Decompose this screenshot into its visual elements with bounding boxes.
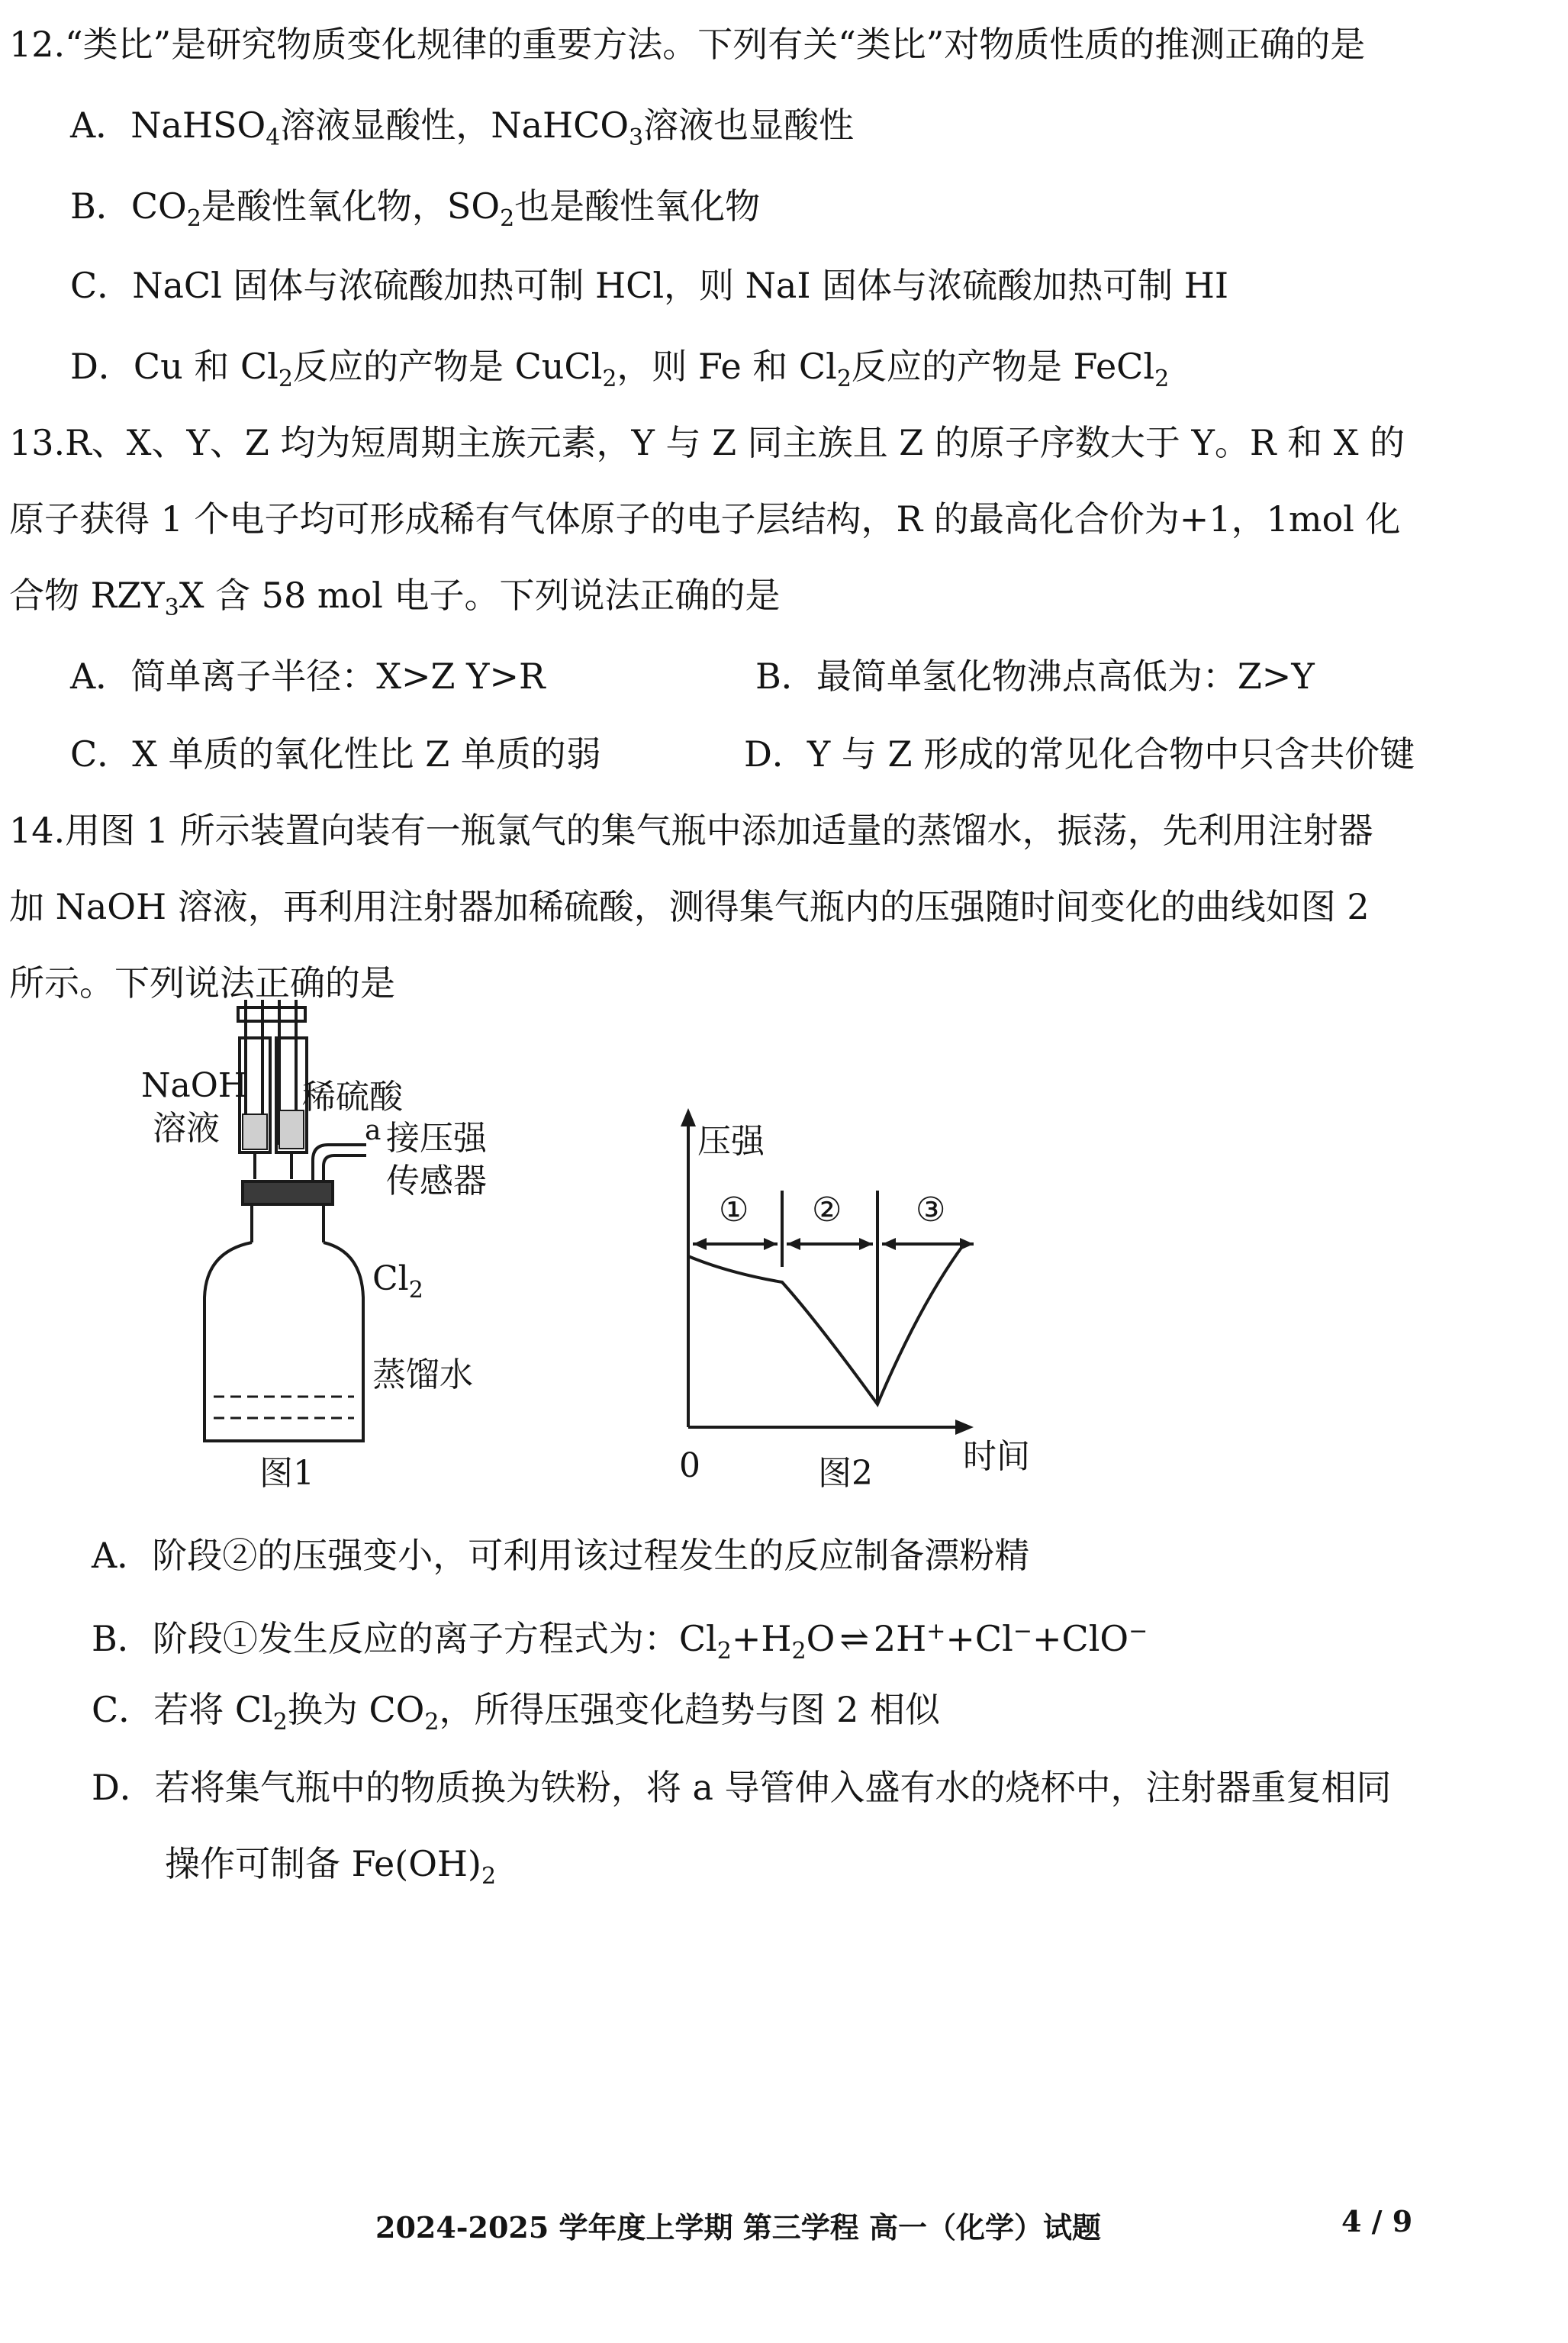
label-naoh-solution-2: 溶液	[153, 1109, 220, 1148]
label-naoh-solution: NaOH	[141, 1066, 248, 1105]
q12-option-d: D．Cu 和 $Cl_2$反应的产物是 CuCl$_2$，则 Fe 和 $Cl_2$反应的产物是 FeCl$_2$	[70, 346, 1170, 392]
stage-1-label: ①	[719, 1191, 749, 1230]
x-axis-label: 时间	[963, 1437, 1030, 1476]
label-pressure-sensor: 接压强	[386, 1119, 487, 1158]
q13-option-c: C．X 单质的氧化性比 Z 单质的弱	[70, 733, 601, 775]
label-tube-a: a	[365, 1115, 382, 1146]
q14-stem-line1: 14.用图 1 所示装置向装有一瓶氯气的集气瓶中添加适量的蒸馏水，振荡，先利用注射器	[9, 810, 1373, 851]
y-axis-label: 压强	[697, 1122, 765, 1161]
figure-1-caption: 图1	[259, 1454, 314, 1493]
label-chlorine-gas: $Cl_2$	[372, 1259, 423, 1304]
q12-option-b: B．$CO_2$是酸性氧化物，$SO_2$也是酸性氧化物	[70, 185, 761, 232]
q13-option-d: D．Y 与 Z 形成的常见化合物中只含共价键	[744, 733, 1415, 775]
stage-3-label: ③	[916, 1191, 946, 1230]
q14-option-b: B．阶段①发生反应的离子方程式为：$Cl_2+H_2O$ ⇌ 2H++Cl−+ClO−	[92, 1618, 1148, 1665]
label-dilute-sulfuric-acid: 稀硫酸	[302, 1078, 403, 1117]
q14-option-d-line2: 操作可制备 $Fe(OH)_2$	[165, 1843, 497, 1890]
q14-option-d-line1: D．若将集气瓶中的物质换为铁粉，将 a 导管伸入盛有水的烧杯中，注射器重复相同	[92, 1767, 1392, 1808]
q14-option-a: A．阶段②的压强变小，可利用该过程发生的反应制备漂粉精	[92, 1535, 1030, 1576]
origin-label: 0	[679, 1446, 700, 1485]
label-pressure-sensor-2: 传感器	[386, 1162, 487, 1201]
q14-stem-line3: 所示。下列说法正确的是	[9, 962, 395, 1004]
q12-option-c: C．NaCl 固体与浓硫酸加热可制 HCl，则 NaI 固体与浓硫酸加热可制 HI	[70, 265, 1229, 306]
stage-2-label: ②	[812, 1191, 842, 1230]
q13-stem-line3: 合物 $RZY_3X$ 含 58 mol 电子。下列说法正确的是	[9, 575, 781, 621]
q13-option-b: B．最简单氢化物沸点高低为：Z>Y	[755, 656, 1315, 697]
footer-title: 2024-2025 学年度上学期 第三学程 高一（化学）试题	[375, 2210, 1101, 2245]
q13-stem-line1: 13.R、X、Y、Z 均为短周期主族元素，Y 与 Z 同主族且 Z 的原子序数大于 Y。R 和 X 的	[9, 422, 1405, 463]
figure-2-caption: 图2	[818, 1454, 873, 1493]
q13-stem-line2: 原子获得 1 个电子均可形成稀有气体原子的电子层结构，R 的最高化合价为+1，1mol 化	[9, 498, 1401, 540]
page-number: 4 / 9	[1341, 2204, 1413, 2238]
q12-option-a: A．NaHSO$_4$溶液显酸性，NaHCO$_3$溶液也显酸性	[70, 105, 855, 151]
q12-stem: 12.“类比”是研究物质变化规律的重要方法。下列有关“类比”对物质性质的推测正确的是	[9, 24, 1366, 65]
label-distilled-water: 蒸馏水	[372, 1355, 473, 1394]
q14-option-c: C．若将 $Cl_2$换为 $CO_2$，所得压强变化趋势与图 2 相似	[92, 1689, 940, 1735]
q13-option-a: A．简单离子半径：X>Z Y>R	[70, 656, 546, 697]
q14-stem-line2: 加 NaOH 溶液，再利用注射器加稀硫酸，测得集气瓶内的压强随时间变化的曲线如图 2	[9, 886, 1370, 927]
